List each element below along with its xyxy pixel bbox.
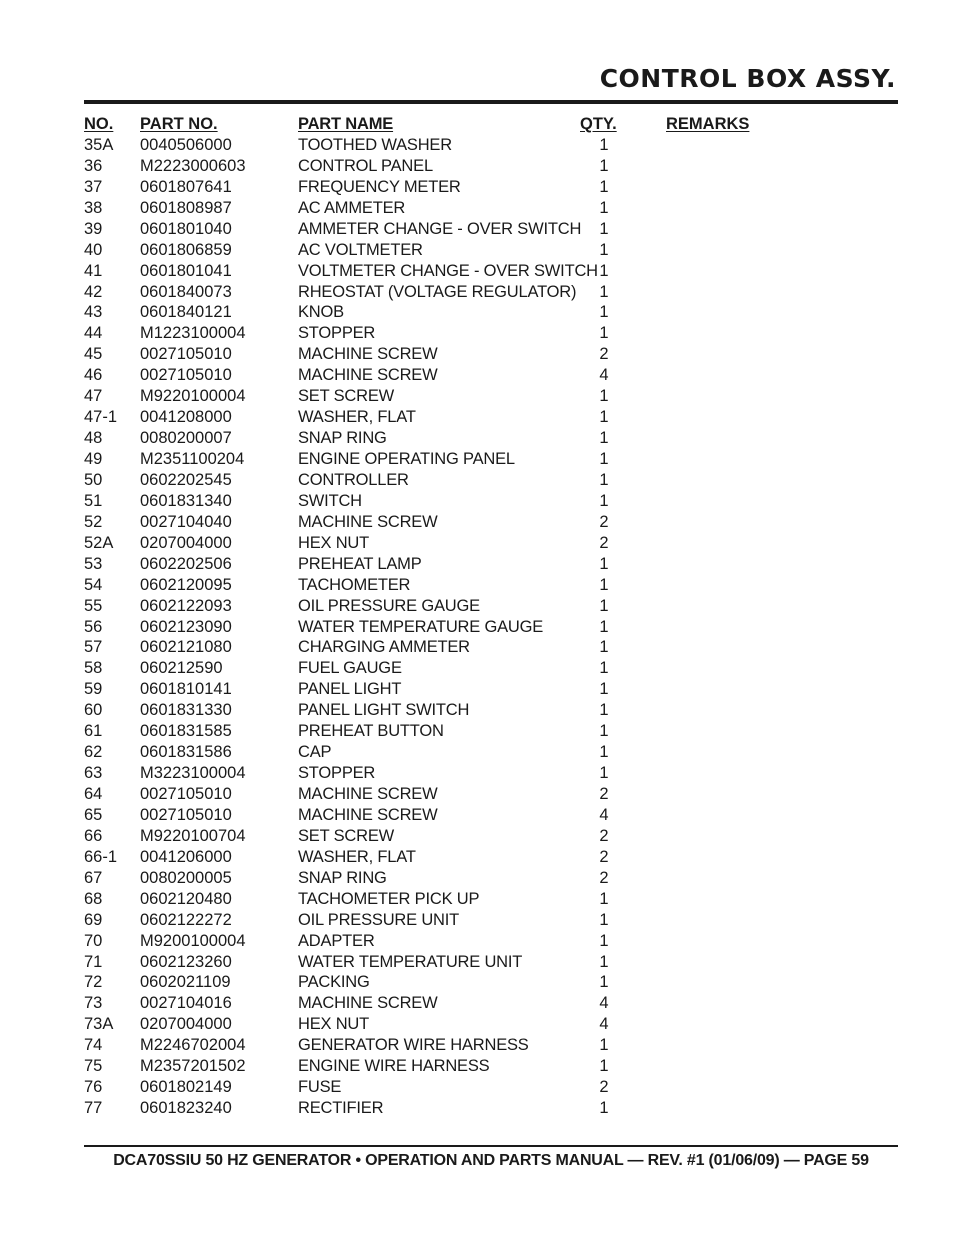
row-qty: 1 xyxy=(599,470,609,489)
row-qty: 2 xyxy=(599,868,609,887)
table-row xyxy=(84,302,898,323)
row-qty: 1 xyxy=(599,324,609,343)
row-no: 46 xyxy=(84,366,103,385)
row-part-no: 0040506000 xyxy=(140,135,232,154)
row-no: 68 xyxy=(84,889,103,908)
table-row xyxy=(84,910,898,931)
row-no: 66-1 xyxy=(84,847,118,866)
row-part-no: 0041208000 xyxy=(140,408,232,427)
row-no: 52 xyxy=(84,512,103,531)
row-part-name: TACHOMETER xyxy=(298,575,411,594)
row-part-no: 0601810141 xyxy=(140,680,232,699)
row-part-no: 0602122272 xyxy=(140,910,232,929)
row-qty: 1 xyxy=(599,261,609,280)
row-qty: 1 xyxy=(599,135,609,154)
table-row xyxy=(84,491,898,512)
row-qty: 1 xyxy=(599,1057,609,1076)
row-part-name: FUEL GAUGE xyxy=(298,659,402,678)
row-part-name: OIL PRESSURE UNIT xyxy=(298,910,460,929)
row-no: 75 xyxy=(84,1057,103,1076)
row-no: 42 xyxy=(84,282,103,301)
row-part-name: PANEL LIGHT SWITCH xyxy=(298,701,470,720)
row-part-name: FUSE xyxy=(298,1078,342,1097)
row-qty: 2 xyxy=(599,826,609,845)
row-part-no: 0601831586 xyxy=(140,743,232,762)
row-part-name: SNAP RING xyxy=(298,429,387,448)
row-part-name: HEX NUT xyxy=(298,533,370,552)
row-no: 72 xyxy=(84,973,103,992)
row-no: 44 xyxy=(84,324,103,343)
row-qty: 4 xyxy=(599,1015,609,1034)
row-part-name: WASHER, FLAT xyxy=(298,847,416,866)
row-part-name: PREHEAT BUTTON xyxy=(298,722,444,741)
row-part-no: 0027104040 xyxy=(140,512,232,531)
row-qty: 1 xyxy=(599,387,609,406)
row-no: 40 xyxy=(84,240,103,259)
table-row xyxy=(84,1077,898,1098)
row-part-no: 0027105010 xyxy=(140,785,232,803)
table-row xyxy=(84,449,898,470)
row-qty: 1 xyxy=(599,1036,609,1055)
row-part-no: 0027105010 xyxy=(140,805,232,824)
header-part-name: PART NAME xyxy=(298,115,394,133)
row-no: 52A xyxy=(84,533,114,552)
row-no: 50 xyxy=(84,470,103,489)
row-part-no: 0601801041 xyxy=(140,261,232,280)
row-qty: 1 xyxy=(599,240,609,259)
row-part-name: STOPPER xyxy=(298,324,376,343)
row-qty: 1 xyxy=(599,722,609,741)
row-qty: 4 xyxy=(599,994,609,1013)
row-no: 62 xyxy=(84,743,103,762)
row-qty: 1 xyxy=(599,764,609,783)
row-no: 37 xyxy=(84,177,103,196)
row-no: 41 xyxy=(84,261,103,280)
row-part-name: OIL PRESSURE GAUGE xyxy=(298,596,480,615)
row-no: 66 xyxy=(84,826,103,845)
row-part-name: GENERATOR WIRE HARNESS xyxy=(298,1036,529,1055)
row-part-no: 0601823240 xyxy=(140,1099,232,1118)
header-part-no: PART NO. xyxy=(140,115,218,133)
row-part-name: CONTROLLER xyxy=(298,470,409,489)
row-part-no: 0601801040 xyxy=(140,219,232,238)
row-part-name: CAP xyxy=(298,743,332,762)
row-qty: 1 xyxy=(599,156,609,175)
table-row xyxy=(84,658,898,679)
row-part-no: 0602123260 xyxy=(140,952,232,971)
row-part-no: 0602120095 xyxy=(140,575,232,594)
row-part-name: SET SCREW xyxy=(298,826,394,845)
table-row xyxy=(84,889,898,910)
row-qty: 2 xyxy=(599,345,609,364)
row-no: 55 xyxy=(84,596,103,615)
row-part-no: M9200100004 xyxy=(140,931,246,950)
table-row xyxy=(84,365,898,386)
table-row xyxy=(84,868,898,889)
table-row xyxy=(84,993,898,1014)
row-no: 77 xyxy=(84,1099,103,1118)
row-no: 51 xyxy=(84,491,103,510)
row-part-name: WATER TEMPERATURE UNIT xyxy=(298,952,523,971)
row-no: 74 xyxy=(84,1036,103,1055)
row-qty: 1 xyxy=(599,638,609,657)
row-part-name: KNOB xyxy=(298,303,344,322)
table-row xyxy=(84,512,898,533)
row-qty: 2 xyxy=(599,533,609,552)
row-part-no: 0027104016 xyxy=(140,994,232,1013)
table-row xyxy=(84,972,898,993)
row-part-name: MACHINE SCREW xyxy=(298,345,438,364)
row-no: 69 xyxy=(84,910,103,929)
row-no: 53 xyxy=(84,554,103,573)
row-qty: 1 xyxy=(599,680,609,699)
row-part-name: ADAPTER xyxy=(298,931,375,950)
table-row xyxy=(84,700,898,721)
row-no: 63 xyxy=(84,764,103,783)
row-no: 47 xyxy=(84,387,103,406)
title-divider xyxy=(84,100,898,104)
row-qty: 1 xyxy=(599,910,609,929)
row-qty: 1 xyxy=(599,282,609,301)
row-part-no: 0602202506 xyxy=(140,554,232,573)
row-part-no: 060212590 xyxy=(140,659,223,678)
row-part-name: AMMETER CHANGE - OVER SWITCH xyxy=(298,219,582,238)
table-row xyxy=(84,156,898,177)
row-part-name: CHARGING AMMETER xyxy=(298,638,470,657)
row-part-name: WASHER, FLAT xyxy=(298,408,416,427)
row-no: 39 xyxy=(84,219,103,238)
table-row xyxy=(84,533,898,554)
row-part-no: 0601840121 xyxy=(140,303,232,322)
row-part-no: 0601802149 xyxy=(140,1078,232,1097)
row-part-no: 0602121080 xyxy=(140,638,232,657)
row-part-no: 0601831585 xyxy=(140,722,232,741)
row-part-no: 0601840073 xyxy=(140,282,232,301)
row-qty: 2 xyxy=(599,512,609,531)
table-row xyxy=(84,323,898,344)
row-qty: 1 xyxy=(599,701,609,720)
table-row xyxy=(84,952,898,973)
table-row xyxy=(84,554,898,575)
row-qty: 1 xyxy=(599,931,609,950)
table-row xyxy=(84,721,898,742)
row-part-no: M2351100204 xyxy=(140,450,245,468)
row-part-no: 0041206000 xyxy=(140,847,232,866)
header-qty: QTY. xyxy=(580,115,617,133)
row-no: 54 xyxy=(84,575,103,594)
row-qty: 1 xyxy=(599,659,609,678)
row-part-name: CONTROL PANEL xyxy=(298,156,433,175)
row-part-name: SWITCH xyxy=(298,491,362,510)
row-part-no: 0207004000 xyxy=(140,1015,232,1034)
row-part-name: MACHINE SCREW xyxy=(298,785,438,803)
row-part-name: FREQUENCY METER xyxy=(298,177,461,196)
row-no: 60 xyxy=(84,701,103,720)
row-part-name: ENGINE OPERATING PANEL xyxy=(298,450,515,468)
row-no: 36 xyxy=(84,156,103,175)
row-qty: 2 xyxy=(599,847,609,866)
row-part-no: 0602021109 xyxy=(140,973,231,992)
row-part-no: 0602122093 xyxy=(140,596,232,615)
row-qty: 1 xyxy=(599,1099,609,1118)
page-title: CONTROL BOX ASSY. xyxy=(599,64,896,93)
table-row xyxy=(84,407,898,428)
table-row xyxy=(84,428,898,449)
row-qty: 1 xyxy=(599,554,609,573)
row-no: 71 xyxy=(84,952,103,971)
row-part-name: AC VOLTMETER xyxy=(298,240,423,259)
table-row xyxy=(84,1014,898,1035)
table-row xyxy=(84,742,898,763)
table-row xyxy=(84,344,898,365)
row-no: 35A xyxy=(84,135,114,154)
row-part-name: PACKING xyxy=(298,973,370,992)
table-row xyxy=(84,177,898,198)
row-part-no: 0080200005 xyxy=(140,868,232,887)
table-row xyxy=(84,763,898,784)
row-part-name: RECTIFIER xyxy=(298,1099,384,1118)
row-part-name: SET SCREW xyxy=(298,387,394,406)
row-part-name: STOPPER xyxy=(298,764,376,783)
row-part-no: M3223100004 xyxy=(140,764,246,783)
table-row xyxy=(84,826,898,847)
table-row xyxy=(84,386,898,407)
row-part-no: 0602123090 xyxy=(140,617,232,636)
parts-table xyxy=(84,114,898,1119)
row-qty: 1 xyxy=(599,952,609,971)
row-no: 48 xyxy=(84,429,103,448)
row-no: 76 xyxy=(84,1078,103,1097)
row-qty: 1 xyxy=(599,177,609,196)
row-part-no: 0080200007 xyxy=(140,429,232,448)
row-part-no: M2357201502 xyxy=(140,1057,246,1076)
table-row xyxy=(84,1098,898,1119)
table-row xyxy=(84,784,898,805)
row-part-name: HEX NUT xyxy=(298,1015,370,1034)
row-part-name: MACHINE SCREW xyxy=(298,994,438,1013)
row-qty: 1 xyxy=(599,617,609,636)
table-row xyxy=(84,261,898,282)
row-part-no: 0602202545 xyxy=(140,470,232,489)
row-part-name: ENGINE WIRE HARNESS xyxy=(298,1057,490,1076)
table-row xyxy=(84,847,898,868)
row-part-name: RHEOSTAT (VOLTAGE REGULATOR) xyxy=(298,282,577,301)
row-no: 43 xyxy=(84,303,103,322)
row-qty: 4 xyxy=(599,805,609,824)
row-part-name: TACHOMETER PICK UP xyxy=(298,889,480,908)
row-part-no: 0207004000 xyxy=(140,533,232,552)
table-row xyxy=(84,596,898,617)
row-part-no: 0027105010 xyxy=(140,366,232,385)
row-qty: 1 xyxy=(599,450,609,468)
table-row xyxy=(84,575,898,596)
row-qty: 1 xyxy=(599,973,609,992)
table-row xyxy=(84,240,898,261)
row-part-name: WATER TEMPERATURE GAUGE xyxy=(298,617,544,636)
table-row xyxy=(84,282,898,303)
table-row xyxy=(84,931,898,952)
row-part-no: M2223000603 xyxy=(140,156,246,175)
row-qty: 4 xyxy=(599,366,609,385)
row-no: 67 xyxy=(84,868,103,887)
row-qty: 2 xyxy=(599,1078,609,1097)
row-part-no: 0601831330 xyxy=(140,701,232,720)
table-row xyxy=(84,617,898,638)
header-no: NO. xyxy=(84,115,114,133)
row-part-no: 0027105010 xyxy=(140,345,232,364)
row-no: 57 xyxy=(84,638,103,657)
row-part-name: PANEL LIGHT xyxy=(298,680,402,699)
row-part-no: M9220100704 xyxy=(140,826,246,845)
table-row xyxy=(84,470,898,491)
row-part-no: 0602120480 xyxy=(140,889,232,908)
row-part-name: MACHINE SCREW xyxy=(298,366,438,385)
table-row xyxy=(84,679,898,700)
footer-divider xyxy=(84,1145,898,1147)
row-no: 73A xyxy=(84,1015,114,1034)
row-part-no: M1223100004 xyxy=(140,324,246,343)
row-qty: 1 xyxy=(599,596,609,615)
table-row xyxy=(84,637,898,658)
header-remarks: REMARKS xyxy=(666,115,750,133)
row-no: 45 xyxy=(84,345,103,364)
row-part-no: 0601808987 xyxy=(140,198,232,217)
row-part-no: 0601806859 xyxy=(140,240,232,259)
row-part-name: VOLTMETER CHANGE - OVER SWITCH xyxy=(298,261,598,280)
table-row xyxy=(84,805,898,826)
row-no: 47-1 xyxy=(84,408,118,427)
row-no: 64 xyxy=(84,785,103,803)
row-qty: 1 xyxy=(599,575,609,594)
row-no: 70 xyxy=(84,931,103,950)
row-no: 65 xyxy=(84,805,103,824)
page-footer: DCA70SSIU 50 HZ GENERATOR • OPERATION AND PARTS MANUAL — REV. #1 (01/06/09) — PAGE 59 xyxy=(113,1152,869,1169)
row-qty: 1 xyxy=(599,303,609,322)
row-no: 73 xyxy=(84,994,103,1013)
row-qty: 1 xyxy=(599,198,609,217)
row-no: 49 xyxy=(84,450,103,468)
table-row xyxy=(84,219,898,240)
row-no: 56 xyxy=(84,617,103,636)
row-no: 61 xyxy=(84,722,103,741)
table-row xyxy=(84,135,898,156)
row-qty: 1 xyxy=(599,219,609,238)
row-part-name: TOOTHED WASHER xyxy=(298,135,452,154)
table-row xyxy=(84,1056,898,1077)
row-part-no: M9220100004 xyxy=(140,387,246,406)
row-qty: 1 xyxy=(599,491,609,510)
row-qty: 2 xyxy=(599,785,609,803)
table-header-row xyxy=(84,114,898,135)
row-part-name: MACHINE SCREW xyxy=(298,805,438,824)
table-row xyxy=(84,198,898,219)
row-part-name: AC AMMETER xyxy=(298,198,406,217)
row-qty: 1 xyxy=(599,743,609,762)
row-part-name: MACHINE SCREW xyxy=(298,512,438,531)
row-part-no: 0601831340 xyxy=(140,491,232,510)
row-qty: 1 xyxy=(599,408,609,427)
row-part-name: SNAP RING xyxy=(298,868,387,887)
row-part-no: M2246702004 xyxy=(140,1036,246,1055)
row-no: 59 xyxy=(84,680,103,699)
row-no: 38 xyxy=(84,198,103,217)
row-part-no: 0601807641 xyxy=(140,177,232,196)
row-qty: 1 xyxy=(599,889,609,908)
table-row xyxy=(84,1035,898,1056)
row-qty: 1 xyxy=(599,429,609,448)
row-part-name: PREHEAT LAMP xyxy=(298,554,422,573)
row-no: 58 xyxy=(84,659,103,678)
